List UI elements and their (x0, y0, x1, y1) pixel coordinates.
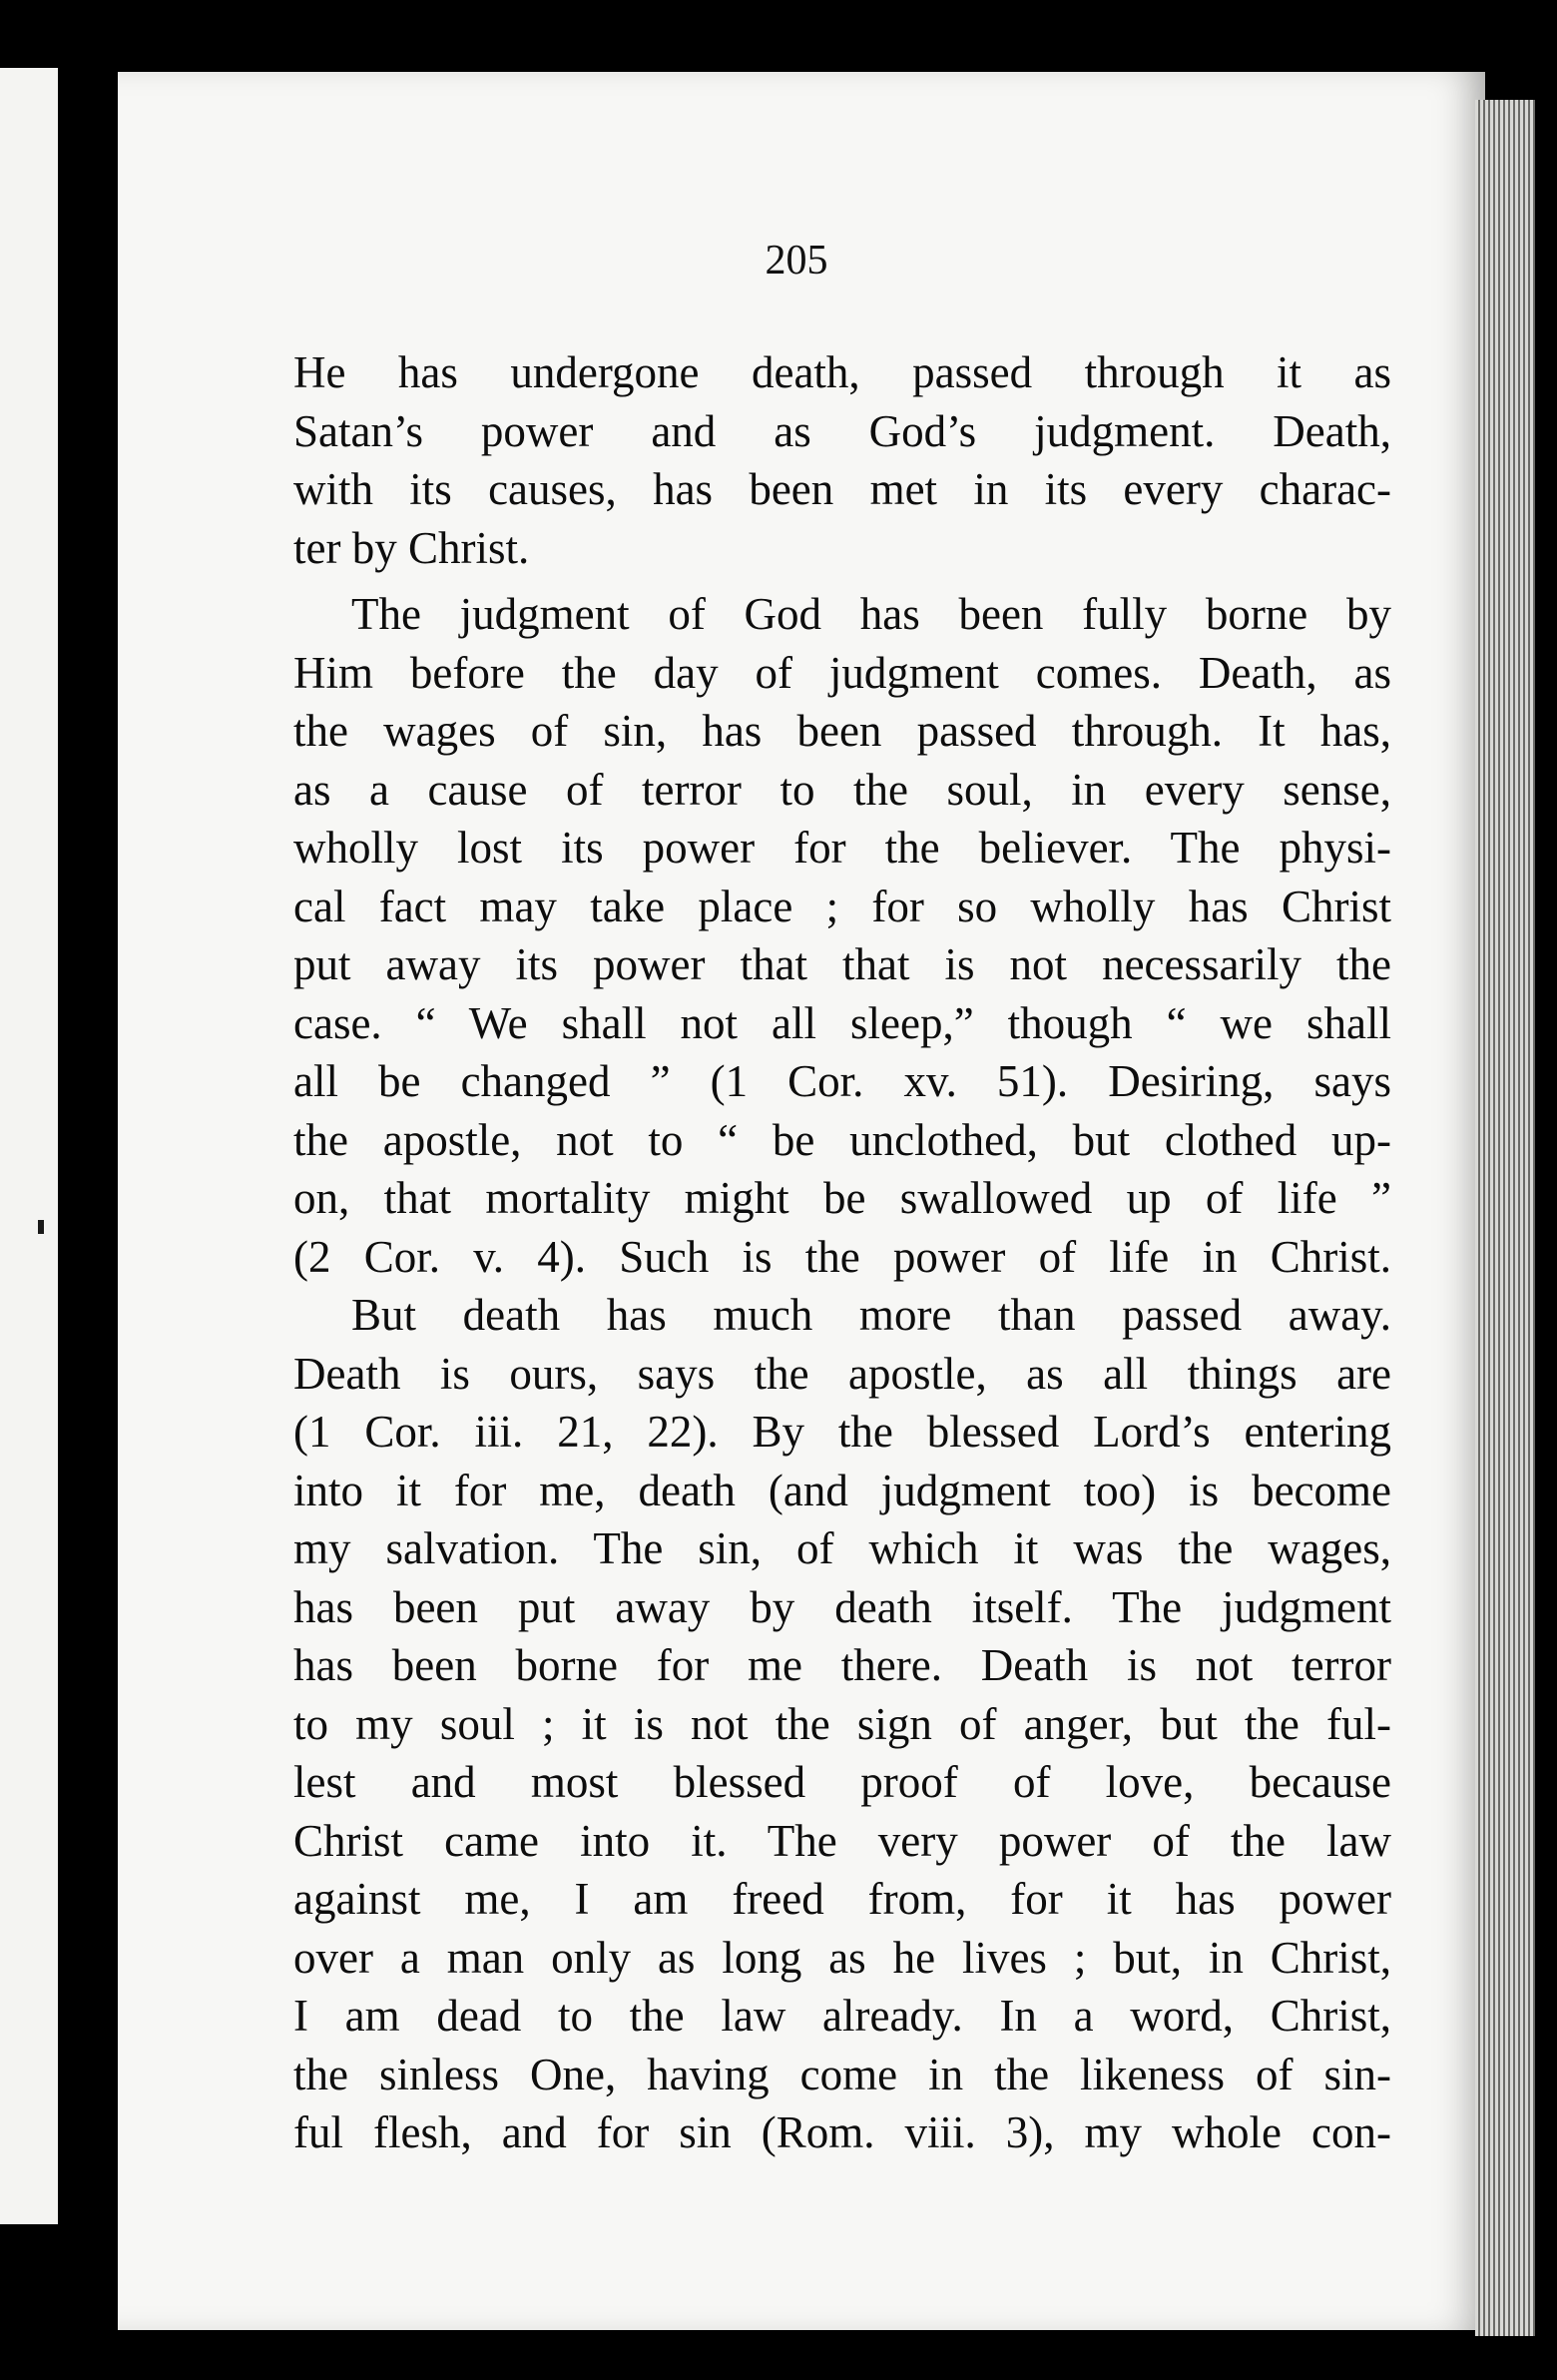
text-line: put away its power that that is not necessarily the (293, 939, 1391, 989)
text-line: lest and most blessed proof of love, because (293, 1757, 1391, 1807)
paragraph-gap (293, 577, 1391, 585)
text-line: cal fact may take place ; for so wholly has Christ (293, 881, 1391, 931)
text-line: (2 Cor. v. 4). Such is the power of life in Christ. (293, 1231, 1391, 1282)
text-line: Him before the day of judgment comes. Death, as (293, 647, 1391, 698)
book-page (118, 72, 1485, 2330)
text-line: has been put away by death itself. The judgment (293, 1581, 1391, 1632)
text-line: Christ came into it. The very power of the law (293, 1815, 1391, 1866)
text-line: to my soul ; it is not the sign of anger, but the ful- (293, 1698, 1391, 1749)
text-line: on, that mortality might be swallowed up of life ” (293, 1173, 1391, 1223)
text-line: my salvation. The sin, of which it was the wages, (293, 1523, 1391, 1573)
text-line: case. “ We shall not all sleep,” though “ we shall (293, 997, 1391, 1048)
text-line: (1 Cor. iii. 21, 22). By the blessed Lord’s entering (293, 1407, 1391, 1457)
text-line: the sinless One, having come in the likeness of sin- (293, 2049, 1391, 2099)
scan-speck (38, 1220, 44, 1234)
text-line: ful flesh, and for sin (Rom. viii. 3), my whole con- (293, 2107, 1391, 2157)
text-line: all be changed ” (1 Cor. xv. 51). Desiring, says (293, 1056, 1391, 1106)
page-stack-edge (1475, 100, 1535, 2336)
gutter-shadow (58, 60, 118, 2346)
text-line: ter by Christ. (293, 522, 530, 573)
text-line: The judgment of God has been fully borne by (351, 589, 1391, 639)
text-line: Death is ours, says the apostle, as all things are (293, 1348, 1391, 1399)
text-line: into it for me, death (and judgment too) is become (293, 1465, 1391, 1515)
text-line: the apostle, not to “ be unclothed, but clothed up- (293, 1114, 1391, 1165)
body-text (293, 343, 1391, 2162)
text-line: the wages of sin, has been passed through. It has, (293, 706, 1391, 756)
text-line: He has undergone death, passed through it as (293, 347, 1391, 397)
text-line: over a man only as long as he lives ; but, in Christ, (293, 1932, 1391, 1983)
text-line: has been borne for me there. Death is not terror (293, 1640, 1391, 1690)
text-line: with its causes, has been met in its every charac- (293, 464, 1391, 514)
text-line: against me, I am freed from, for it has power (293, 1874, 1391, 1924)
text-line: Satan’s power and as God’s judgment. Death, (293, 405, 1391, 456)
page-number: 205 (765, 238, 828, 284)
text-line: as a cause of terror to the soul, in every sense, (293, 764, 1391, 815)
text-line: But death has much more than passed away. (351, 1290, 1391, 1340)
facing-page-edge (0, 68, 58, 2224)
text-line: I am dead to the law already. In a word, Christ, (293, 1991, 1391, 2041)
text-line: wholly lost its power for the believer. The physi- (293, 823, 1391, 873)
